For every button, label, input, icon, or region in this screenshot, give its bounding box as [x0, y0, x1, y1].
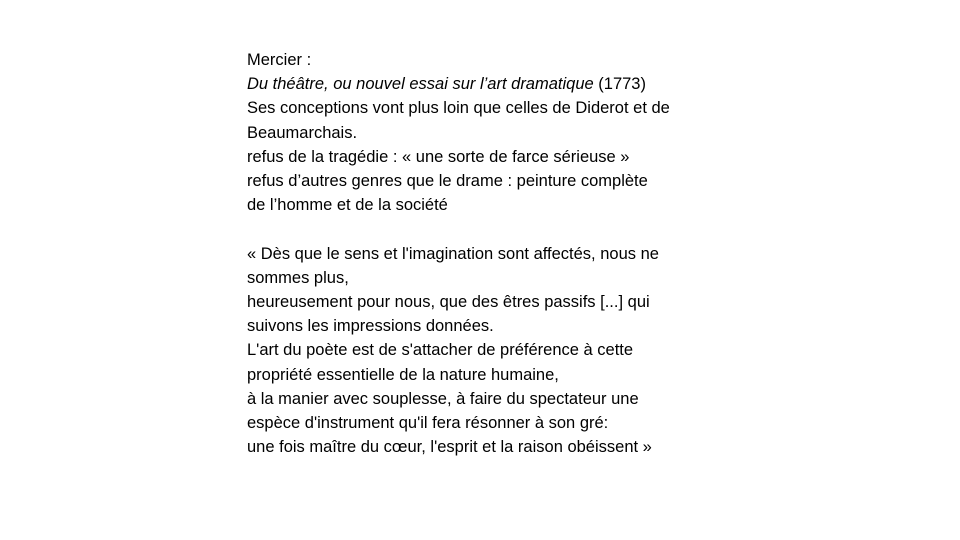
work-year: (1773): [593, 75, 646, 94]
quote-line: espèce d'instrument qu'il fera résonner à son gré:: [247, 414, 609, 433]
quote-line: sommes plus,: [247, 268, 349, 287]
text-body: [247, 48, 737, 459]
work-title-line: [247, 72, 737, 96]
quote-line: à la manier avec souplesse, à faire du spectateur une: [247, 389, 639, 408]
point-line: Ses conceptions vont plus loin que celles de Diderot et de: [247, 99, 670, 118]
quote-line: « Dès que le sens et l'imagination sont affectés, nous ne: [247, 244, 659, 263]
quote-line: heureusement pour nous, que des êtres passifs [...] qui: [247, 293, 650, 312]
work-title: Du théâtre, ou nouvel essai sur l’art dramatique: [247, 75, 594, 94]
quote-line: L'art du poète est de s'attacher de préférence à cette: [247, 341, 634, 360]
quote-line: une fois maître du cœur, l'esprit et la raison obéissent »: [247, 438, 652, 457]
point-line: Beaumarchais.: [247, 123, 358, 142]
paragraph-spacer: [247, 217, 737, 241]
point-line: de l’homme et de la société: [247, 196, 448, 215]
quote-line: propriété essentielle de la nature humaine,: [247, 365, 559, 384]
point-line: refus de la tragédie : « une sorte de farce sérieuse »: [247, 147, 630, 166]
quote-line: suivons les impressions données.: [247, 317, 494, 336]
point-line: refus d’autres genres que le drame : peinture complète: [247, 172, 648, 191]
author-line: Mercier :: [247, 51, 312, 69]
